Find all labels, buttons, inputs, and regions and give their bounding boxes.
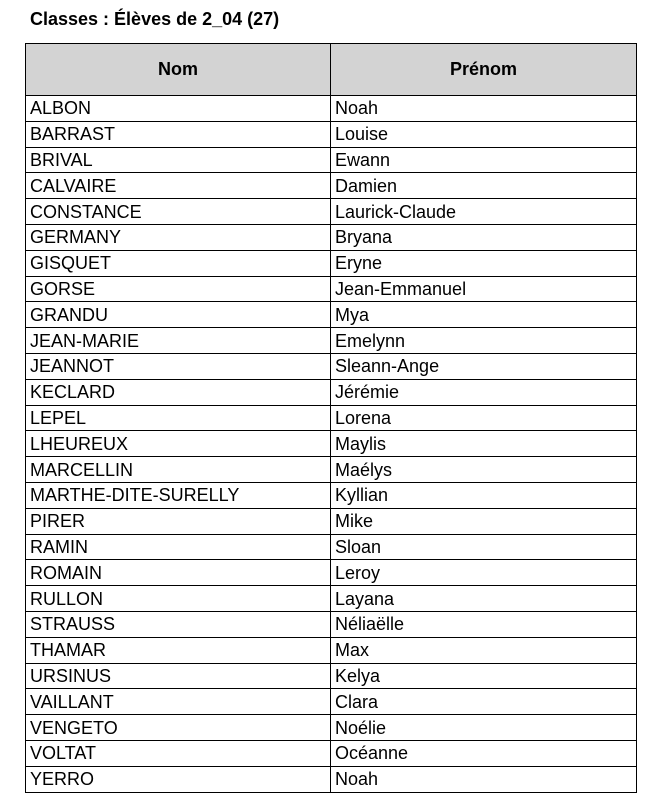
table-row (26, 560, 637, 586)
cell-nom: KECLARD (26, 379, 331, 405)
table-row (26, 405, 637, 431)
cell-nom: VOLTAT (26, 740, 331, 766)
cell-nom: GISQUET (26, 250, 331, 276)
cell-prenom: Kyllian (331, 482, 637, 508)
cell-prenom: Leroy (331, 560, 637, 586)
cell-prenom: Noah (331, 96, 637, 122)
header-row (26, 44, 637, 96)
cell-nom: THAMAR (26, 637, 331, 663)
cell-prenom: Noah (331, 766, 637, 792)
cell-nom: CALVAIRE (26, 173, 331, 199)
cell-prenom: Layana (331, 586, 637, 612)
table-row (26, 508, 637, 534)
cell-prenom: Eryne (331, 250, 637, 276)
cell-prenom: Jean-Emmanuel (331, 276, 637, 302)
cell-prenom: Mya (331, 302, 637, 328)
cell-nom: MARCELLIN (26, 457, 331, 483)
table-row (26, 224, 637, 250)
table-row (26, 766, 637, 792)
table-row (26, 302, 637, 328)
table-row (26, 353, 637, 379)
cell-nom: BARRAST (26, 121, 331, 147)
cell-nom: VAILLANT (26, 689, 331, 715)
table-row (26, 250, 637, 276)
cell-prenom: Clara (331, 689, 637, 715)
cell-nom: RULLON (26, 586, 331, 612)
cell-nom: GERMANY (26, 224, 331, 250)
student-table (25, 43, 637, 793)
cell-prenom: Damien (331, 173, 637, 199)
cell-nom: ALBON (26, 96, 331, 122)
cell-nom: JEAN-MARIE (26, 328, 331, 354)
cell-nom: LEPEL (26, 405, 331, 431)
table-row (26, 586, 637, 612)
cell-nom: GRANDU (26, 302, 331, 328)
table-body (26, 96, 637, 793)
cell-prenom: Néliaëlle (331, 611, 637, 637)
table-row (26, 482, 637, 508)
cell-prenom: Kelya (331, 663, 637, 689)
cell-nom: BRIVAL (26, 147, 331, 173)
table-row (26, 457, 637, 483)
cell-prenom: Louise (331, 121, 637, 147)
cell-prenom: Max (331, 637, 637, 663)
cell-nom: JEANNOT (26, 353, 331, 379)
cell-nom: PIRER (26, 508, 331, 534)
cell-prenom: Noélie (331, 715, 637, 741)
column-header-nom: Nom (26, 44, 331, 96)
table-header (26, 44, 637, 96)
table-row (26, 637, 637, 663)
table-row (26, 379, 637, 405)
cell-nom: ROMAIN (26, 560, 331, 586)
page-title: Classes : Élèves de 2_04 (27) (30, 9, 280, 29)
table-row (26, 534, 637, 560)
table-row (26, 740, 637, 766)
cell-nom: RAMIN (26, 534, 331, 560)
table-row (26, 96, 637, 122)
cell-prenom: Sleann-Ange (331, 353, 637, 379)
cell-nom: MARTHE-DITE-SURELLY (26, 482, 331, 508)
table-row (26, 328, 637, 354)
column-header-prenom: Prénom (331, 44, 637, 96)
cell-prenom: Ewann (331, 147, 637, 173)
table-row (26, 431, 637, 457)
table-row (26, 689, 637, 715)
table-row (26, 173, 637, 199)
table-row (26, 715, 637, 741)
cell-prenom: Bryana (331, 224, 637, 250)
cell-nom: VENGETO (26, 715, 331, 741)
cell-nom: YERRO (26, 766, 331, 792)
cell-nom: CONSTANCE (26, 199, 331, 225)
cell-prenom: Emelynn (331, 328, 637, 354)
cell-prenom: Océanne (331, 740, 637, 766)
table-row (26, 199, 637, 225)
table-row (26, 276, 637, 302)
cell-prenom: Jérémie (331, 379, 637, 405)
cell-nom: LHEUREUX (26, 431, 331, 457)
cell-prenom: Maylis (331, 431, 637, 457)
cell-prenom: Laurick-Claude (331, 199, 637, 225)
cell-nom: URSINUS (26, 663, 331, 689)
table-row (26, 611, 637, 637)
table-row (26, 147, 637, 173)
cell-nom: GORSE (26, 276, 331, 302)
cell-prenom: Sloan (331, 534, 637, 560)
cell-prenom: Maélys (331, 457, 637, 483)
table-row (26, 663, 637, 689)
cell-prenom: Mike (331, 508, 637, 534)
cell-nom: STRAUSS (26, 611, 331, 637)
table-row (26, 121, 637, 147)
cell-prenom: Lorena (331, 405, 637, 431)
